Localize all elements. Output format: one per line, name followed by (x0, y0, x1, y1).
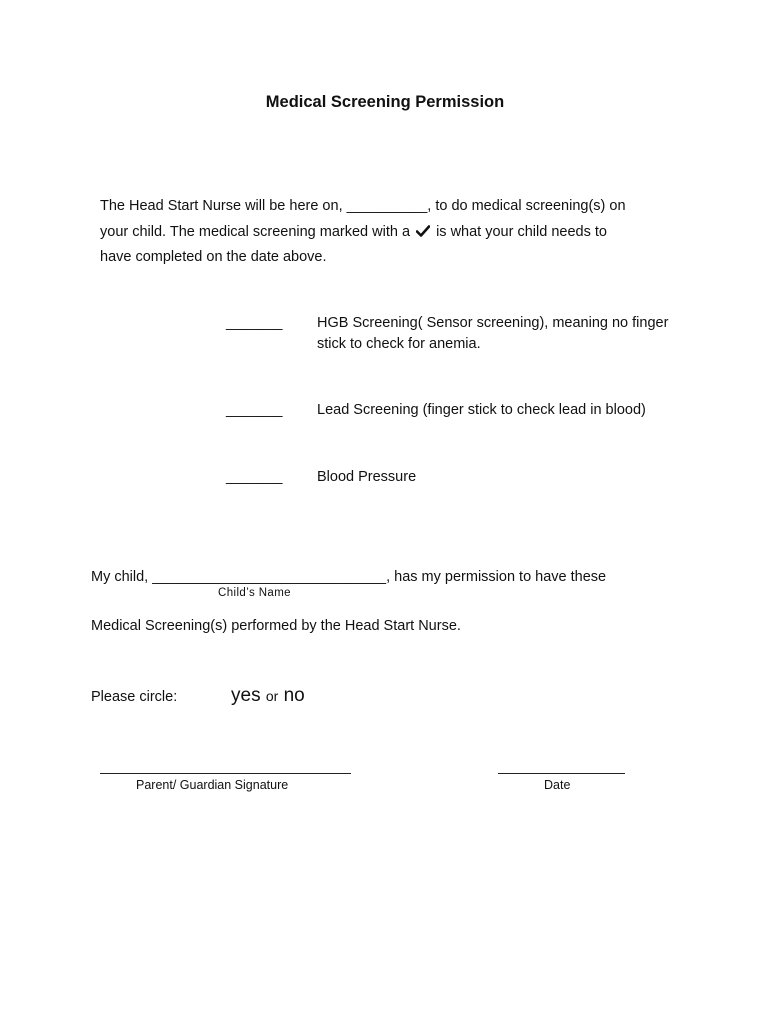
permission-line-1: My child, _____________________________, has my permission to have these (91, 569, 607, 585)
screening-desc-lead: Lead Screening (finger stick to check lead in blood) (317, 402, 646, 418)
parent-signature-caption: Parent/ Guardian Signature (136, 778, 289, 792)
intro-line-1: The Head Start Nurse will be here on, __________, to do medical screening(s) on (100, 198, 626, 214)
no-option[interactable]: no (283, 685, 305, 706)
or-text: or (265, 688, 279, 704)
checkmark-icon (416, 225, 430, 237)
intro-line-2-before: your child. The medical screening marked with a (100, 224, 411, 240)
parent-signature-line[interactable] (100, 773, 351, 774)
screening-desc-blood-pressure: Blood Pressure (317, 469, 417, 485)
screening-blank-hgb[interactable]: _______ (226, 315, 283, 331)
date-caption: Date (544, 778, 571, 792)
date-line[interactable] (498, 773, 625, 774)
child-name-caption: Child’s Name (218, 587, 291, 599)
intro-line-3: have completed on the date above. (100, 249, 327, 265)
intro-line-2-after: is what your child needs to (436, 224, 607, 240)
circle-label: Please circle: (91, 689, 178, 705)
page-title: Medical Screening Permission (265, 93, 505, 111)
screening-blank-blood-pressure[interactable]: _______ (226, 469, 283, 485)
screening-blank-lead[interactable]: _______ (226, 402, 283, 418)
permission-line-2: Medical Screening(s) performed by the Head Start Nurse. (91, 618, 461, 634)
yes-option[interactable]: yes (231, 685, 261, 706)
screening-desc-hgb: HGB Screening( Sensor screening), meaning no finger stick to check for anemia. (317, 315, 669, 352)
intro-line-2 (100, 224, 607, 240)
circle-choice (231, 685, 305, 707)
